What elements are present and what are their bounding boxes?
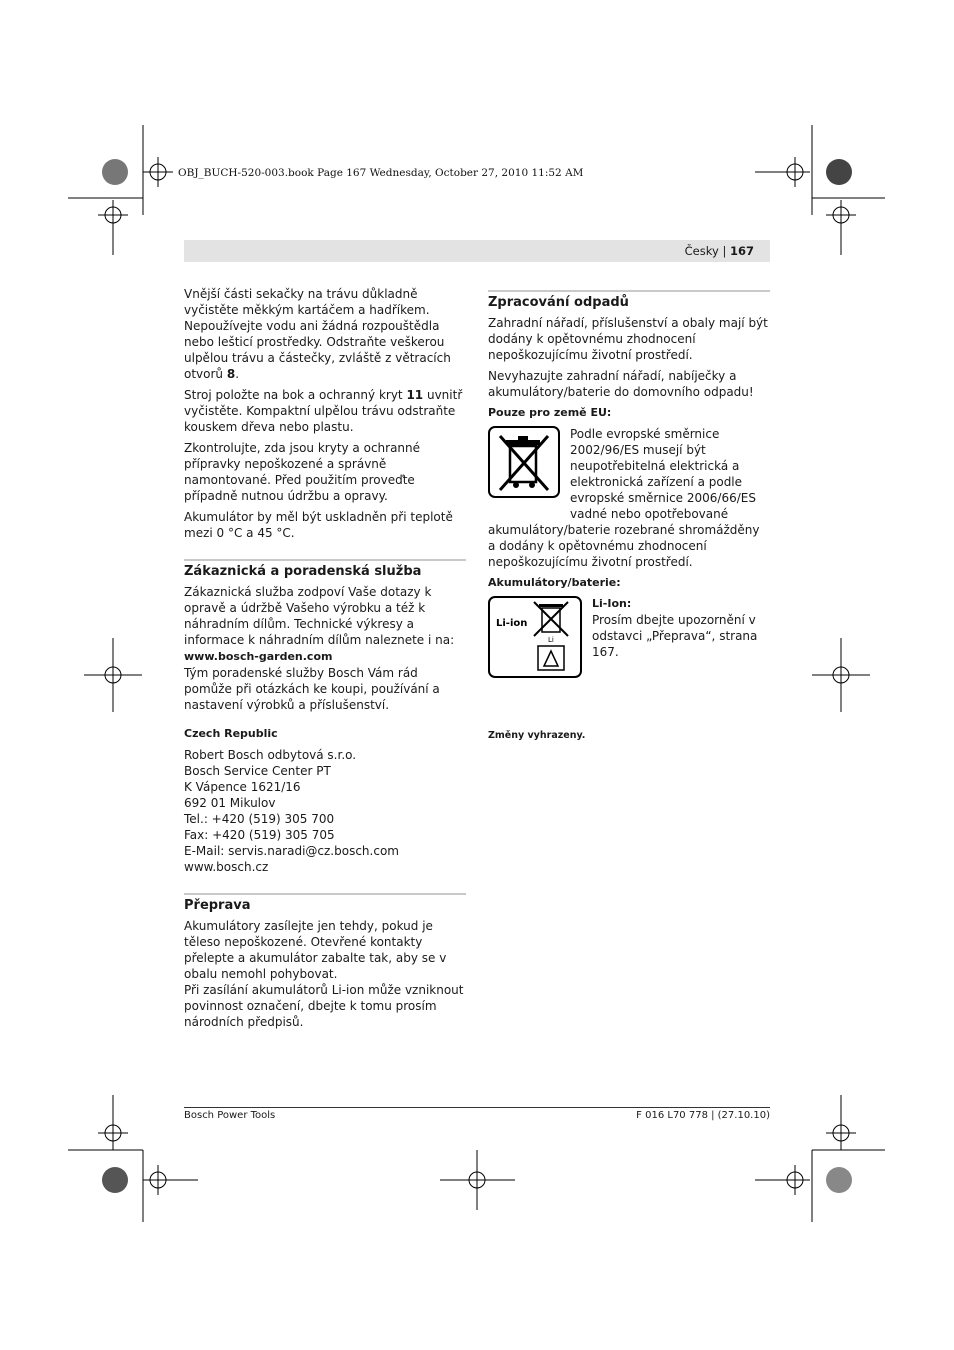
header-language: Česky | [684, 244, 730, 258]
left-column [184, 286, 466, 1035]
section-heading-transport: Přeprava [184, 893, 466, 914]
li-ion-note: Prosím dbejte upozornění v odstavci „Přeprava“, strana 167. [592, 613, 758, 659]
address-block [184, 747, 466, 875]
text: Stroj položte na bok a ochranný kryt [184, 388, 407, 402]
li-ion-recycling-icon [488, 596, 582, 678]
reserved-note: Změny vyhrazeny. [488, 730, 586, 741]
paragraph: Akumulátor by měl být uskladněn při teplotě mezi 0 °C a 45 °C. [184, 510, 453, 540]
text: uvnitř vyčistěte. Kompaktní ulpělou trávu odstraňte kouskem dřeva nebo plastu. [184, 388, 463, 434]
print-slug: OBJ_BUCH-520-003.book Page 167 Wednesday, October 27, 2010 11:52 AM [178, 167, 584, 179]
address-line: Bosch Service Center PT [184, 764, 331, 778]
paragraph [184, 286, 466, 382]
footer-rule [184, 1107, 770, 1108]
paragraph [184, 387, 466, 435]
footer-doc-number: F 016 L70 778 | (27.10.10) [636, 1110, 770, 1121]
eu-text-side: Podle evropské směrnice 2002/96/ES musejí být neupotřebitelná elektrická a elektronická zařízení a podle evropské směrnice 2006/66/ES vadné nebo opotřebované [570, 427, 756, 521]
paragraph: Nevyhazujte zahradní nářadí, nabíječky a akumulátory/baterie do domovního odpadu! [488, 369, 754, 399]
li-ion-text [592, 596, 770, 678]
section-heading-service: Zákaznická a poradenská služba [184, 559, 466, 580]
text: Akumulátory zasílejte jen tehdy, pokud je těleso nepoškozené. Otevřené kontakty přelepte a akumulátor zabalte tak, aby se v obalu nemohl pohybovat. [184, 919, 447, 981]
address-line: Tel.: +420 (519) 305 700 [184, 812, 335, 826]
header-text [685, 244, 754, 258]
eu-heading: Pouze pro země EU: [488, 406, 612, 419]
paragraph: akumulátory/baterie rozebrané shromážděny a dodány k opětovnému zhodnocení nepoškozujícímu životní prostředí. [488, 523, 760, 569]
li-ion-label: Li-ion [496, 618, 528, 629]
address-line: Fax: +420 (519) 305 705 [184, 828, 335, 842]
text: Zákaznická služba zodpoví Vaše dotazy k opravě a údržbě Vašeho výrobku a též k náhradním dílům. Technické výkresy a informace k náhradním dílům naleznete i na: [184, 585, 455, 647]
text: Vnější části sekačky na trávu důkladně vyčistěte měkkým kartáčem a hadříkem. Nepoužívejte vodu ani žádná rozpouštědla nebo lešticí prostředky. Odstraňte veškerou ulpělou trávu a částečky, zvláště z větracích otvorů [184, 287, 451, 381]
section-heading-disposal: Zpracování odpadů [488, 290, 770, 311]
service-url: www.bosch-garden.com [184, 650, 333, 663]
ref-number: 8 [226, 367, 236, 381]
country-heading: Czech Republic [184, 727, 278, 740]
address-line: K Vápence 1621/16 [184, 780, 301, 794]
text: . [235, 367, 240, 381]
paragraph: Zkontrolujte, zda jsou kryty a ochranné přípravky nepoškozené a správně namontované. Před použitím proveďte případně nutnou údržbu a opravy. [184, 441, 421, 503]
page-header [184, 240, 770, 262]
text: Při zasílání akumulátorů Li-ion může vzniknout povinnost označení, dbejte k tomu prosím národních předpisů. [184, 983, 464, 1029]
li-ion-heading: Li-Ion: [592, 597, 632, 610]
address-line: www.bosch.cz [184, 860, 269, 874]
battery-heading: Akumulátory/baterie: [488, 576, 621, 589]
battery-block [488, 596, 770, 678]
li-label: Li [548, 636, 554, 644]
paragraph [184, 918, 466, 1030]
crossed-bin-icon [488, 426, 560, 498]
ref-number: 11 [406, 388, 424, 402]
page-number: 167 [729, 244, 754, 258]
eu-block [488, 426, 770, 522]
address-line: 692 01 Mikulov [184, 796, 276, 810]
right-column [488, 290, 770, 749]
paragraph [184, 584, 466, 713]
footer-brand: Bosch Power Tools [184, 1110, 276, 1121]
address-line: Robert Bosch odbytová s.r.o. [184, 748, 357, 762]
paragraph: Zahradní nářadí, příslušenství a obaly mají být dodány k opětovnému zhodnocení nepoškozujícímu životní prostředí. [488, 316, 768, 362]
address-line: E-Mail: servis.naradi@cz.bosch.com [184, 844, 399, 858]
text: Tým poradenské služby Bosch Vám rád pomůže při otázkách ke koupi, používání a nastavení výrobků a příslušenství. [184, 666, 440, 712]
